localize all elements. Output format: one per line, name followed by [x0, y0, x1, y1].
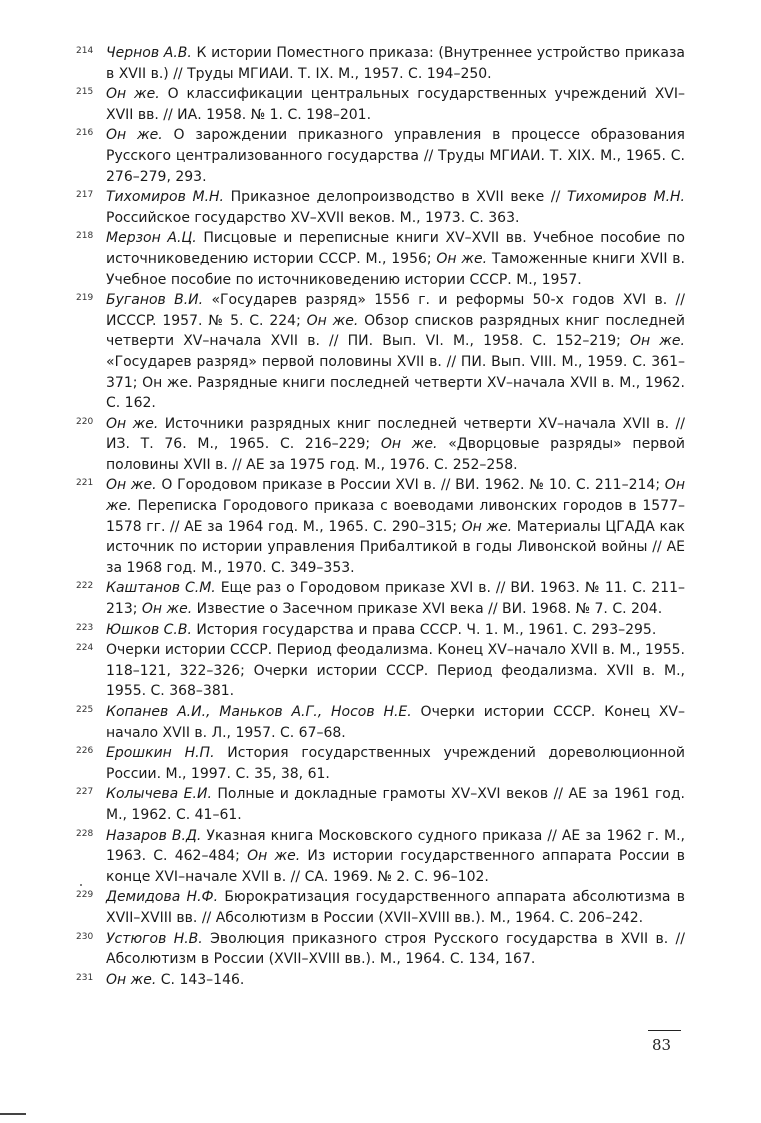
- footnote-author: Он же.: [461, 518, 513, 535]
- footnote-citation: Материалы ЦГАДА как источник по истории управления Прибалтикой в годы Ливонской войны // АЕ за 1968 год. М., 1970. С. 349–353.: [106, 518, 685, 576]
- footnote-citation: «Дворцовые разряды» первой половины XVII в. // АЕ за 1975 год. М., 1976. С. 252–258.: [106, 436, 685, 473]
- footnote-citation: Из истории государственного аппарата России в конце XVI–начале XVII в. // СА. 1969. № 2. С. 96–102.: [106, 848, 685, 885]
- footnote-citation: «Государев разряд» 1556 г. и реформы 50-х годов XVI в. // ИССCP. 1957. № 5. С. 224;: [106, 292, 685, 329]
- footnote: [76, 784, 685, 825]
- footnote-text: [106, 826, 685, 888]
- footnote-number: 217: [76, 190, 94, 201]
- scan-edge-mark: [0, 1113, 26, 1115]
- footnote-text: [106, 228, 685, 290]
- footnote-citation: К истории Поместного приказа: (Внутреннее устройство приказа в XVII в.) // Труды МГИАИ. Т. IX. М., 1957. С. 194–250.: [106, 45, 685, 82]
- footnote-citation: Российское государство XV–XVII веков. М., 1973. С. 363.: [106, 209, 520, 226]
- footnote-citation: С. 143–146.: [156, 971, 245, 988]
- footnote-citation: О зарождении приказного управления в процессе образования Русского централизованного государства // Труды МГИАИ. Т. XIX. М., 1965. С. 276–279, 293.: [106, 127, 685, 185]
- footnote-citation: Очерки истории СССР. Конец XV–начало XVII в. Л., 1957. С. 67–68.: [106, 704, 685, 741]
- footnote-number: 220: [76, 416, 94, 427]
- footnote: [76, 578, 685, 619]
- footnote-citation: Эволюция приказного строя Русского государства в XVII в. // Абсолютизм в России (XVII–XVIII вв.). М., 1964. С. 134, 167.: [106, 930, 685, 968]
- footnote: [76, 929, 685, 970]
- footnote: [76, 84, 685, 125]
- footnote-number: 226: [76, 746, 94, 757]
- footnote: [76, 43, 685, 84]
- footnote-number: 214: [76, 46, 94, 56]
- footnote: [76, 640, 685, 702]
- footnote-text: [106, 784, 685, 825]
- footnote-author: Назаров В.Д.: [106, 827, 202, 844]
- footnote-citation: Указная книга Московского судного приказа // АЕ за 1962 г. М., 1963. С. 462–484;: [106, 827, 685, 865]
- page-number: 83: [652, 1036, 672, 1054]
- footnote: [76, 826, 685, 888]
- footnote: [76, 743, 685, 784]
- footnote-number: 219: [76, 293, 94, 304]
- footnote-author: Каштанов С.М.: [106, 580, 216, 597]
- footnote-author: Демидова Н.Ф.: [106, 889, 219, 906]
- footnote-citation: Полные и докладные грамоты XV–XVI веков // АЕ за 1961 год. М., 1962. С. 41–61.: [106, 786, 685, 823]
- footnote-number: 229: [76, 890, 94, 901]
- footnote-author: Мерзон А.Ц.: [106, 230, 197, 247]
- footnotes-list: [76, 43, 685, 990]
- footnote-text: [106, 640, 685, 702]
- footnote-citation: О классификации центральных государственных учреждений XVI–XVII вв. // ИА. 1958. № 1. С. 198–201.: [106, 86, 685, 123]
- footnote-number: 228: [76, 828, 94, 839]
- footnote-number: 231: [76, 972, 94, 983]
- footnote-citation: Писцовые и переписные книги XV–XVII вв. Учебное пособие по источниковедению истории СССР. М., 1956;: [106, 230, 685, 267]
- footnote-number: 218: [76, 231, 94, 242]
- footnote-citation: Источники разрядных книг последней четверти XV–начала XVII в. // ИЗ. Т. 76. М., 1965. С. 216–229;: [106, 415, 685, 453]
- footnote-author: Он же.: [629, 333, 685, 350]
- footnote-author: Ерошкин Н.П.: [106, 745, 215, 762]
- footnote-author: Копанев А.И., Маньков А.Г., Носов Н.Е.: [106, 704, 412, 720]
- footnote-author: Он же.: [106, 86, 160, 103]
- footnote: [76, 970, 685, 991]
- footnote: [76, 414, 685, 476]
- footnote-citation: История государственных учреждений дореволюционной России. М., 1997. С. 35, 38, 61.: [106, 745, 685, 782]
- footnote-citation: Таможенные книги XVII в. Учебное пособие по источниковедению истории СССР. М., 1957.: [106, 250, 686, 288]
- footnote-author: Буганов В.И.: [106, 292, 204, 309]
- footnote-author: Он же.: [106, 971, 157, 988]
- footnote-author: Тихомиров М.Н.: [106, 189, 225, 206]
- footnote-text: [106, 620, 685, 641]
- footnote-author: Он же.: [380, 436, 438, 453]
- footnote-author: Устюгов Н.В.: [106, 930, 203, 947]
- footnote-author: Он же.: [247, 848, 301, 865]
- footnote-citation: Приказное делопроизводство в XVII веке //: [224, 189, 567, 206]
- footnote-citation: Обзор списков разрядных книг последней четверти XV–начала XVII в. // ПИ. Вып. VI. М., 1958. С. 152–219;: [106, 312, 685, 350]
- footnote-author: Колычева Е.И.: [106, 786, 212, 803]
- footnote-number: 224: [76, 643, 94, 654]
- footnote-citation: История государства и права СССР. Ч. 1. М., 1961. С. 293–295.: [191, 621, 657, 638]
- footnote-number: 230: [76, 931, 94, 942]
- footnote: [76, 887, 685, 928]
- footnote-citation: Еще раз о Городовом приказе XVI в. // ВИ. 1963. № 11. С. 211–213;: [106, 580, 685, 618]
- footnote-citation: Бюрократизация государственного аппарата абсолютизма в XVII–XVIII вв. // Абсолютизм в России (XVII–XVIII вв.). М., 1964. С. 206–242.: [106, 889, 685, 926]
- footnote-number: 215: [76, 87, 94, 98]
- footnote-citation: Известие о Засечном приказе XVI века // ВИ. 1968. № 7. С. 204.: [192, 601, 663, 618]
- footnote-author: Он же.: [436, 250, 488, 267]
- footnote-text: [106, 414, 685, 476]
- footnote-text: [106, 970, 685, 991]
- footnote-text: [106, 702, 685, 743]
- footnote-citation: «Государев разряд» первой половины XVII в. // ПИ. Вып. VIII. М., 1959. С. 361–371; Он же. Разрядные книги последней четверти XV–начала XVII в. М., 1962. С. 162.: [106, 353, 685, 412]
- footnote-number: 222: [76, 581, 94, 592]
- footnote-text: [106, 84, 685, 125]
- footnote: [76, 125, 685, 187]
- footnote-text: [106, 743, 685, 784]
- footnote: [76, 187, 685, 228]
- footnote: [76, 702, 685, 743]
- footnote: [76, 620, 685, 641]
- footnote-author: Чернов А.В.: [106, 45, 192, 61]
- footnote-citation: О Городовом приказе в России XVI в. // ВИ. 1962. № 10. С. 211–214;: [156, 477, 665, 494]
- footnote-citation: Очерки истории СССР. Период феодализма. Конец XV–начало XVII в. М., 1955. 118–121, 322–326; Очерки истории СССР. Период феодализма. XVII в. М., 1955. С. 368–381.: [106, 642, 685, 700]
- footnote-text: [106, 887, 685, 928]
- footnote-author: Он же.: [106, 127, 163, 144]
- footnote-author: Тихомиров М.Н.: [566, 189, 685, 206]
- page-number-rule: [648, 1030, 681, 1031]
- footnote-text: [106, 125, 685, 187]
- footnote-citation: Переписка Городового приказа с воеводами ливонских городов в 1577–1578 гг. // АЕ за 1964 год. М., 1965. С. 290–315;: [106, 498, 685, 535]
- footnote-text: [106, 929, 685, 970]
- footnote-number: 225: [76, 705, 94, 715]
- footnote-number: 227: [76, 787, 94, 798]
- footnote-author: Он же.: [306, 312, 359, 329]
- scan-speck: [80, 884, 82, 886]
- footnote-text: [106, 290, 685, 414]
- footnote-text: [106, 187, 685, 228]
- footnote-author: Он же.: [106, 415, 159, 432]
- footnote: [76, 228, 685, 290]
- footnote-number: 223: [76, 622, 94, 633]
- footnote: [76, 475, 685, 578]
- footnote-author: Он же.: [106, 477, 685, 515]
- footnote-author: Он же.: [106, 477, 157, 494]
- footnote-text: [106, 475, 685, 578]
- footnote-author: Юшков С.В.: [106, 621, 192, 638]
- footnote-author: Он же.: [141, 601, 193, 618]
- footnote-text: [106, 43, 685, 84]
- footnote-text: [106, 578, 685, 619]
- footnote-number: 221: [76, 478, 94, 489]
- footnote-number: 216: [76, 128, 94, 139]
- footnote: [76, 290, 685, 414]
